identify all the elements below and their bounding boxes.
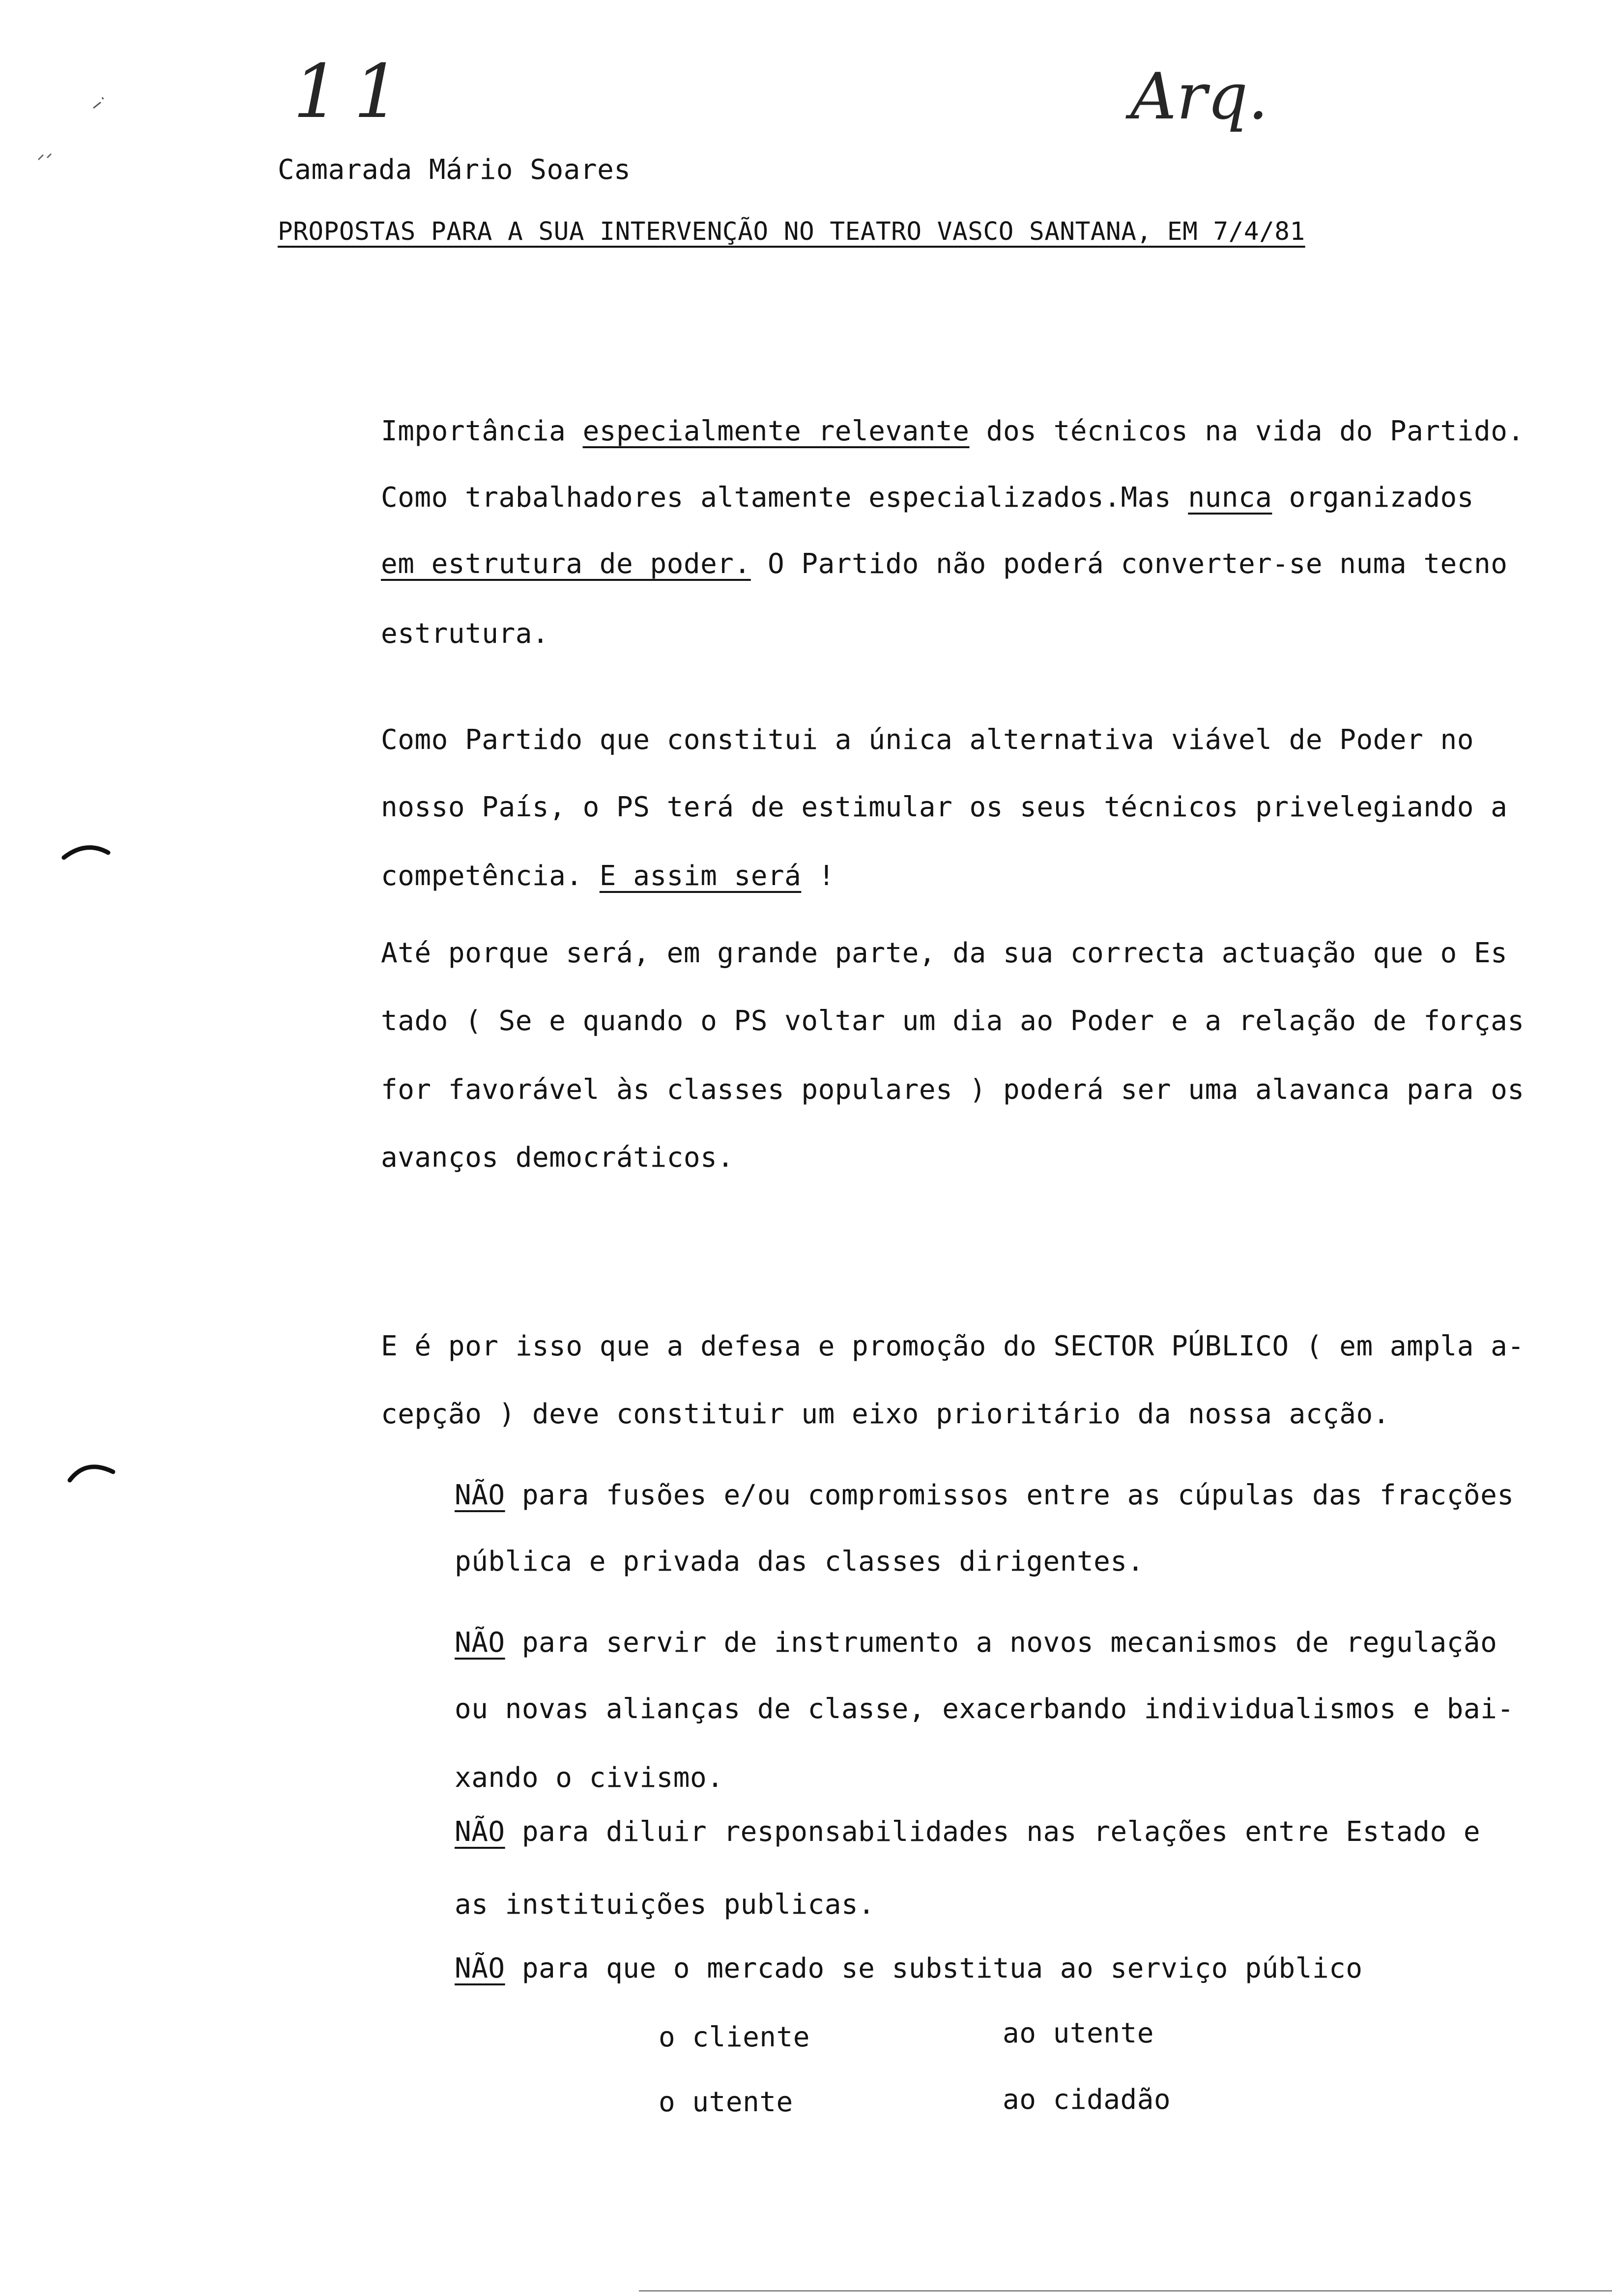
paragraph-3-line-2: tado ( Se e quando o PS voltar um dia ao Poder e a relação de forças <box>381 1005 1525 1037</box>
paragraph-2-line-3: competência. E assim será ! <box>381 860 835 892</box>
handwritten-number: 11 <box>293 49 414 135</box>
nao-keyword: NÃO <box>455 1816 505 1848</box>
nao-item-2-line-3: xando o civismo. <box>455 1762 724 1794</box>
nao-item-3-line-2: as instituições publicas. <box>455 1889 875 1921</box>
paragraph-3-line-3: for favorável às classes populares ) poderá ser uma alavanca para os <box>381 1074 1525 1106</box>
emphasis-e-assim-sera: E assim será <box>599 860 802 892</box>
paragraph-2-line-2: nosso País, o PS terá de estimular os seus técnicos privelegiando a <box>381 791 1508 823</box>
margin-speck-1 <box>88 93 108 113</box>
paragraph-4-line-1: E é por isso que a defesa e promoção do SECTOR PÚBLICO ( em ampla a- <box>381 1330 1525 1362</box>
subject-line: PROPOSTAS PARA A SUA INTERVENÇÃO NO TEATRO VASCO SANTANA, EM 7/4/81 <box>278 217 1305 246</box>
paragraph-1-line-4: estrutura. <box>381 618 549 650</box>
nao-item-3-line-1: NÃO para diluir responsabilidades nas relações entre Estado e <box>455 1816 1481 1848</box>
nao-keyword: NÃO <box>455 1479 505 1511</box>
recipient-line: Camarada Mário Soares <box>278 154 631 186</box>
substitution-from-2: o utente <box>659 2086 793 2118</box>
nao-keyword: NÃO <box>455 1627 505 1659</box>
page-edge-line <box>639 2290 1612 2292</box>
emphasis-estrutura-de-poder: em estrutura de poder. <box>381 548 751 580</box>
substitution-from-1: o cliente <box>659 2021 810 2053</box>
nao-item-2-line-1: NÃO para servir de instrumento a novos mecanismos de regulação <box>455 1627 1497 1659</box>
paragraph-4-line-2: cepção ) deve constituir um eixo prioritário da nossa acção. <box>381 1398 1390 1430</box>
paragraph-3-line-1: Até porque será, em grande parte, da sua correcta actuação que o Es <box>381 937 1508 969</box>
substitution-to-1: ao utente <box>1003 2017 1154 2049</box>
paragraph-2-line-1: Como Partido que constitui a única alternativa viável de Poder no <box>381 724 1474 756</box>
nao-item-2-line-2: ou novas alianças de classe, exacerbando individualismos e bai- <box>455 1693 1514 1725</box>
nao-keyword: NÃO <box>455 1952 505 1984</box>
substitution-to-2: ao cidadão <box>1003 2084 1171 2116</box>
emphasis-nunca: nunca <box>1188 482 1272 514</box>
nao-item-1-line-1: NÃO para fusões e/ou compromissos entre as cúpulas das fracções <box>455 1479 1514 1511</box>
margin-speck-2 <box>34 150 59 165</box>
punch-hole-mark-1 <box>59 831 113 870</box>
punch-hole-mark-2 <box>64 1450 118 1489</box>
paragraph-1-line-2: Como trabalhadores altamente especializados.Mas nunca organizados <box>381 482 1474 514</box>
paragraph-1-line-3: em estrutura de poder. O Partido não poderá converter-se numa tecno <box>381 548 1508 580</box>
nao-item-1-line-2: pública e privada das classes dirigentes. <box>455 1546 1144 1578</box>
paragraph-3-line-4: avanços democráticos. <box>381 1142 734 1174</box>
emphasis-especialmente-relevante: especialmente relevante <box>582 415 970 447</box>
paragraph-1-line-1: Importância especialmente relevante dos técnicos na vida do Partido. <box>381 415 1525 447</box>
nao-item-4-line-1: NÃO para que o mercado se substitua ao serviço público <box>455 1952 1363 1984</box>
handwritten-archive-note: Arq. <box>1130 59 1268 134</box>
